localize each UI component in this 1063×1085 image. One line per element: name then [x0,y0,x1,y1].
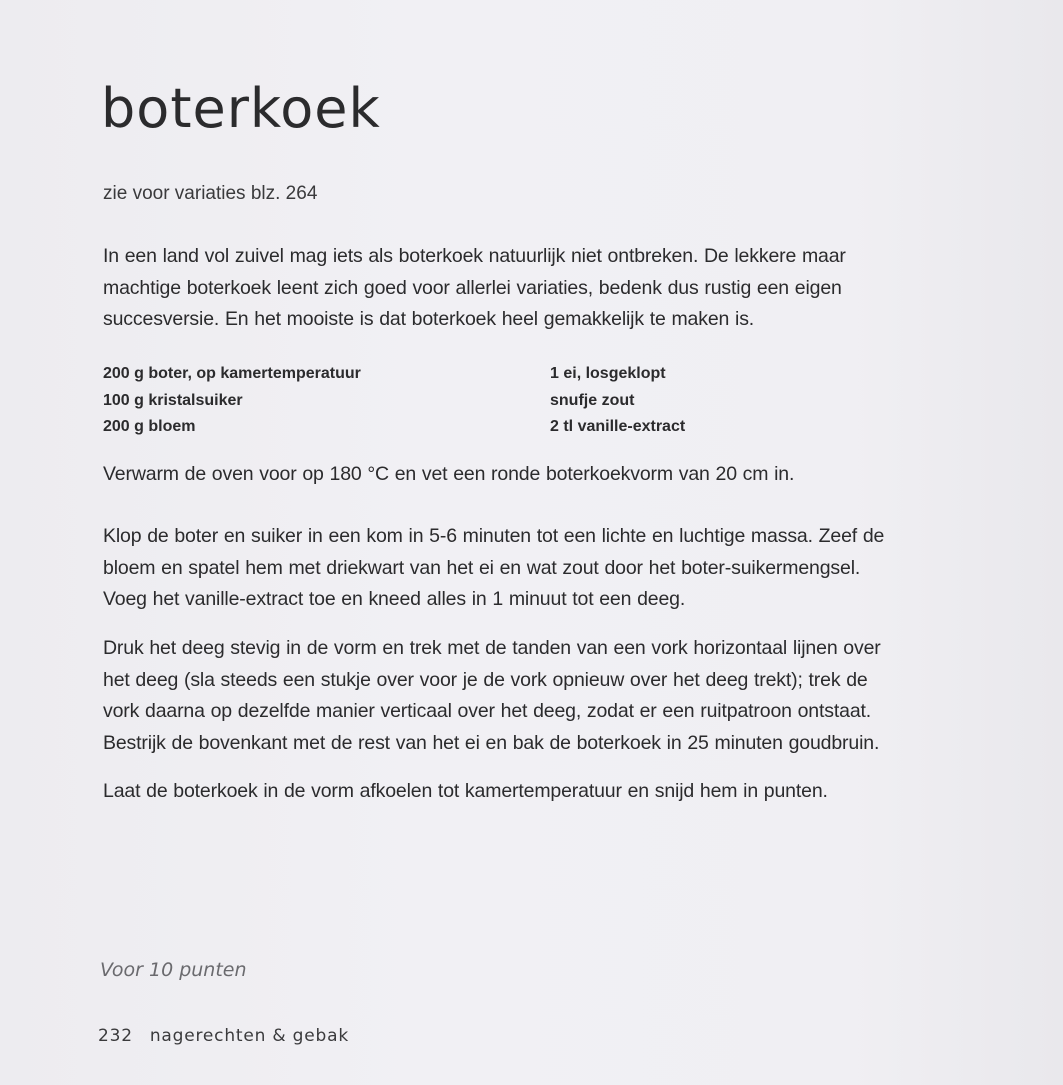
ingredient-item: 1 ei, losgeklopt [550,365,666,382]
intro-line: succesversie. En het mooiste is dat boterkoek heel gemakkelijk te maken is. [103,308,755,330]
step-line: bloem en spatel hem met driekwart van het ei en wat zout door het boter-suikermengsel. [103,556,861,579]
ingredient-item: 200 g boter, op kamertemperatuur [103,365,361,382]
step-line: Verwarm de oven voor op 180 °C en vet een ronde boterkoekvorm van 20 cm in. [103,463,795,485]
recipe-title: boterkoek [101,77,381,140]
page-footer [98,1026,349,1046]
step-line: Laat de boterkoek in de vorm afkoelen tot kamertemperatuur en snijd hem in punten. [103,780,828,802]
step-line: Klop de boter en suiker in een kom in 5-6 minuten tot een lichte en luchtige massa. Zeef de [103,525,885,547]
servings-note: Voor 10 punten [100,959,247,981]
method-step-1 [103,459,983,491]
ingredient-item: snufje zout [550,391,635,409]
recipe-intro [103,241,983,336]
page-number: 232 [98,1026,133,1046]
ingredient-column-left [103,361,550,441]
step-line: Bestrijk de bovenkant met de rest van het ei en bak de boterkoek in 25 minuten goudbruin. [103,731,880,754]
ingredient-list [103,361,803,441]
ingredient-item: 200 g bloem [103,418,196,435]
step-line: vork daarna op dezelfde manier verticaal over het deeg, zodat er een ruitpatroon ontstaat. [103,700,872,722]
step-line: het deeg (sla steeds een stukje over voor je de vork opnieuw over het deeg trekt); trek de [103,668,868,691]
intro-line: machtige boterkoek leent zich goed voor allerlei variaties, bedenk dus rustig een eigen [103,276,842,299]
intro-line: In een land vol zuivel mag iets als boterkoek natuurlijk niet ontbreken. De lekkere maar [103,245,846,267]
ingredient-item: 100 g kristalsuiker [103,391,243,409]
method-step-4 [103,776,983,808]
variations-reference: zie voor variaties blz. 264 [103,183,318,204]
step-line: Voeg het vanille-extract toe en kneed alles in 1 minuut tot een deeg. [103,588,686,610]
method-step-3 [103,633,983,759]
ingredient-item: 2 tl vanille-extract [550,418,686,435]
method-step-2 [103,521,983,616]
ingredient-column-right [550,361,685,441]
step-line: Druk het deeg stevig in de vorm en trek met de tanden van een vork horizontaal lijnen over [103,637,881,659]
section-name: nagerechten & gebak [149,1026,349,1046]
